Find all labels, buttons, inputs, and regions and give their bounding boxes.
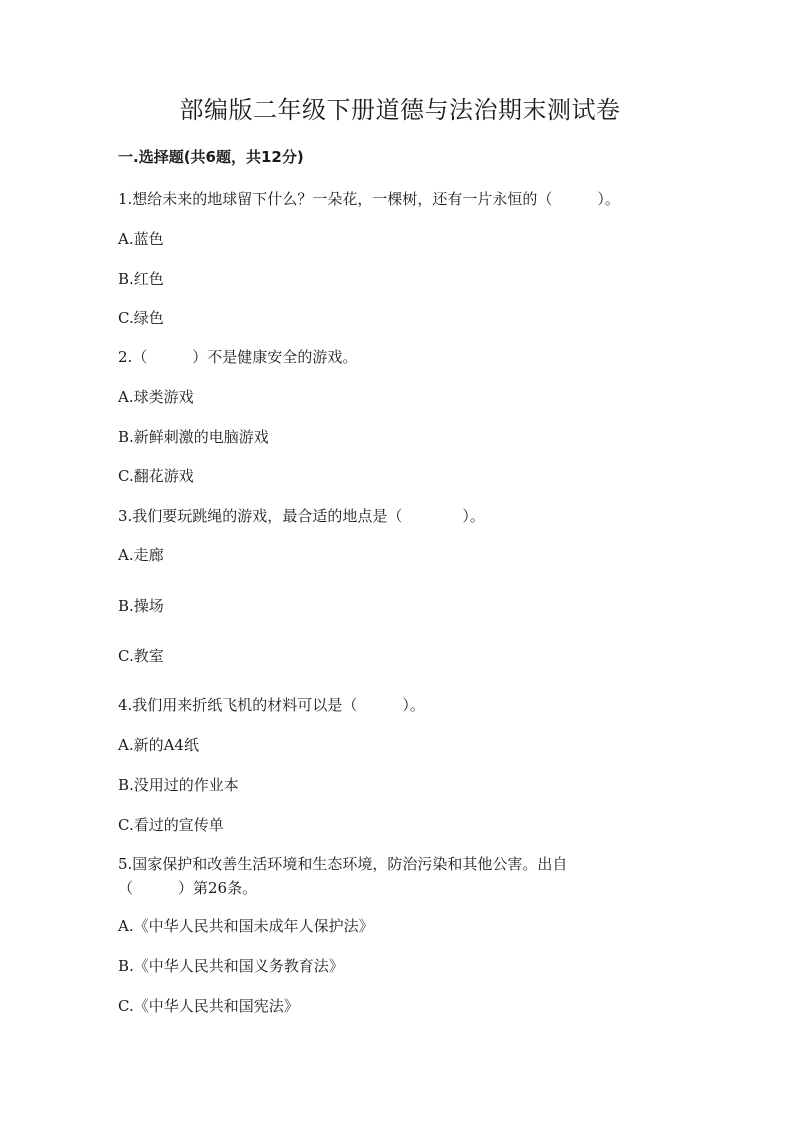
question-3-option-a: A.走廊 xyxy=(118,546,164,564)
question-3-option-b: B.操场 xyxy=(118,597,164,615)
question-1-option-a: A.蓝色 xyxy=(118,230,164,248)
question-3-option-c: C.教室 xyxy=(118,647,164,665)
question-4-option-c: C.看过的宣传单 xyxy=(118,816,224,834)
question-2-option-b: B.新鲜刺激的电脑游戏 xyxy=(118,428,269,446)
question-4-option-a: A.新的A4纸 xyxy=(118,736,199,754)
question-5-stem-continued: （ ）第26条。 xyxy=(118,879,258,897)
question-5-option-c: C.《中华人民共和国宪法》 xyxy=(118,997,299,1015)
page-title: 部编版二年级下册道德与法治期末测试卷 xyxy=(179,96,621,124)
question-4-option-b: B.没用过的作业本 xyxy=(118,776,239,794)
question-5-option-b: B.《中华人民共和国义务教育法》 xyxy=(118,957,344,975)
question-2-option-c: C.翻花游戏 xyxy=(118,467,194,485)
question-2-stem: 2.（ ）不是健康安全的游戏。 xyxy=(118,348,358,366)
question-2-option-a: A.球类游戏 xyxy=(118,388,194,406)
question-5-option-a: A.《中华人民共和国未成年人保护法》 xyxy=(118,917,374,935)
question-1-stem: 1.想给未来的地球留下什么？一朵花，一棵树，还有一片永恒的（ ）。 xyxy=(118,190,620,208)
question-4-stem: 4.我们用来折纸飞机的材料可以是（ ）。 xyxy=(118,696,425,714)
question-5-stem: 5.国家保护和改善生活环境和生态环境，防治污染和其他公害。出自 xyxy=(118,855,568,873)
question-1-option-b: B.红色 xyxy=(118,270,164,288)
question-1-option-c: C.绿色 xyxy=(118,309,164,327)
section-heading: 一.选择题(共6题，共12分) xyxy=(118,148,304,166)
question-3-stem: 3.我们要玩跳绳的游戏，最合适的地点是（ ）。 xyxy=(118,507,485,525)
